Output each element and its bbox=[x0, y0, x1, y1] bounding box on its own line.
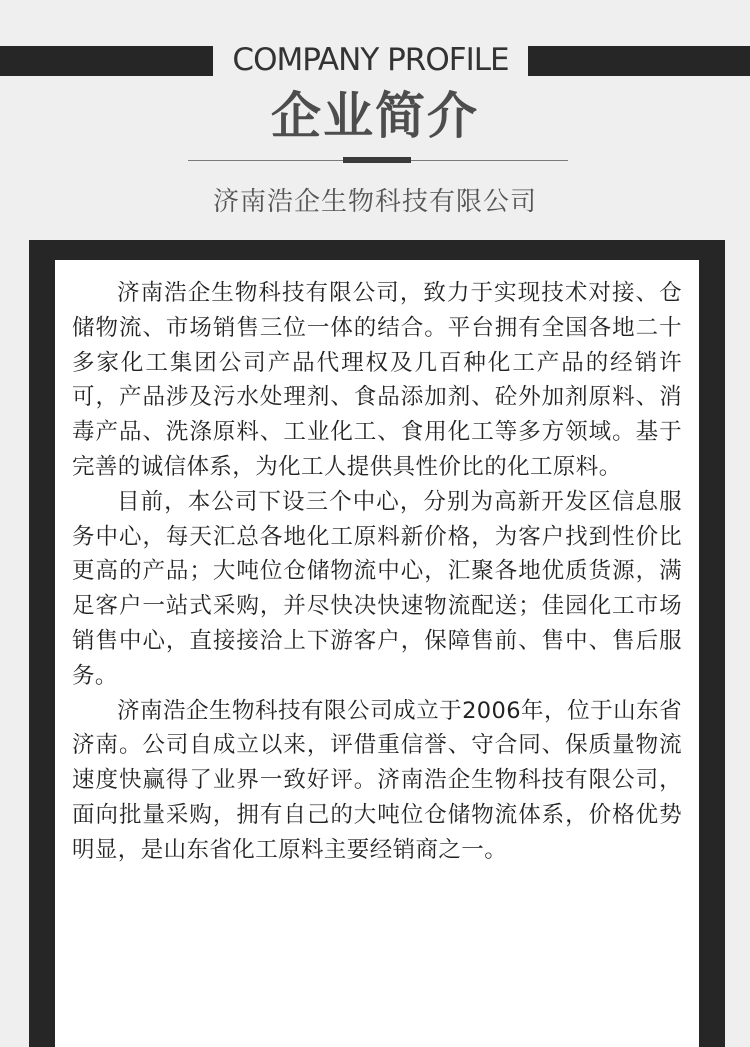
page-header bbox=[0, 0, 750, 240]
company-introduction bbox=[72, 276, 682, 868]
company-name-subtitle: 济南浩企生物科技有限公司 bbox=[212, 187, 537, 217]
header-bar-right bbox=[528, 46, 750, 76]
intro-paragraph-3: 济南浩企生物科技有限公司成立于2006年，位于山东省济南。公司自成立以来，评借重信誉、守合同、保质量物流速度快赢得了业界一致好评。济南浩企生物科技有限公司，面向批量采购，拥有自己的大吨位仓储物流体系，价格优势明显，是山东省化工原料主要经销商之一。 bbox=[72, 697, 682, 863]
header-bar-left bbox=[0, 46, 213, 76]
intro-paragraph-1: 济南浩企生物科技有限公司，致力于实现技术对接、仓储物流、市场销售三位一体的结合。平台拥有全国各地二十多家化工集团公司产品代理权及几百种化工产品的经销许可，产品涉及污水处理剂、食品添加剂、砼外加剂原料、消毒产品、洗涤原料、工业化工、食用化工等多方领域。基于完善的诚信体系，为化工人提供具性价比的化工原料。 bbox=[72, 280, 682, 480]
intro-paragraph-2: 目前，本公司下设三个中心，分别为高新开发区信息服务中心，每天汇总各地化工原料新价格，为客户找到性价比更高的产品；大吨位仓储物流中心，汇聚各地优质货源，满足客户一站式采购，并尽快决快速物流配送；佳园化工市场销售中心，直接接洽上下游客户，保障售前、售中、售后服务。 bbox=[72, 488, 682, 689]
content-frame bbox=[29, 240, 725, 1047]
page-title: 企业简介 bbox=[271, 87, 479, 145]
english-title: COMPANY PROFILE bbox=[232, 42, 509, 78]
content-card bbox=[55, 260, 699, 1047]
title-divider-accent bbox=[343, 157, 411, 163]
